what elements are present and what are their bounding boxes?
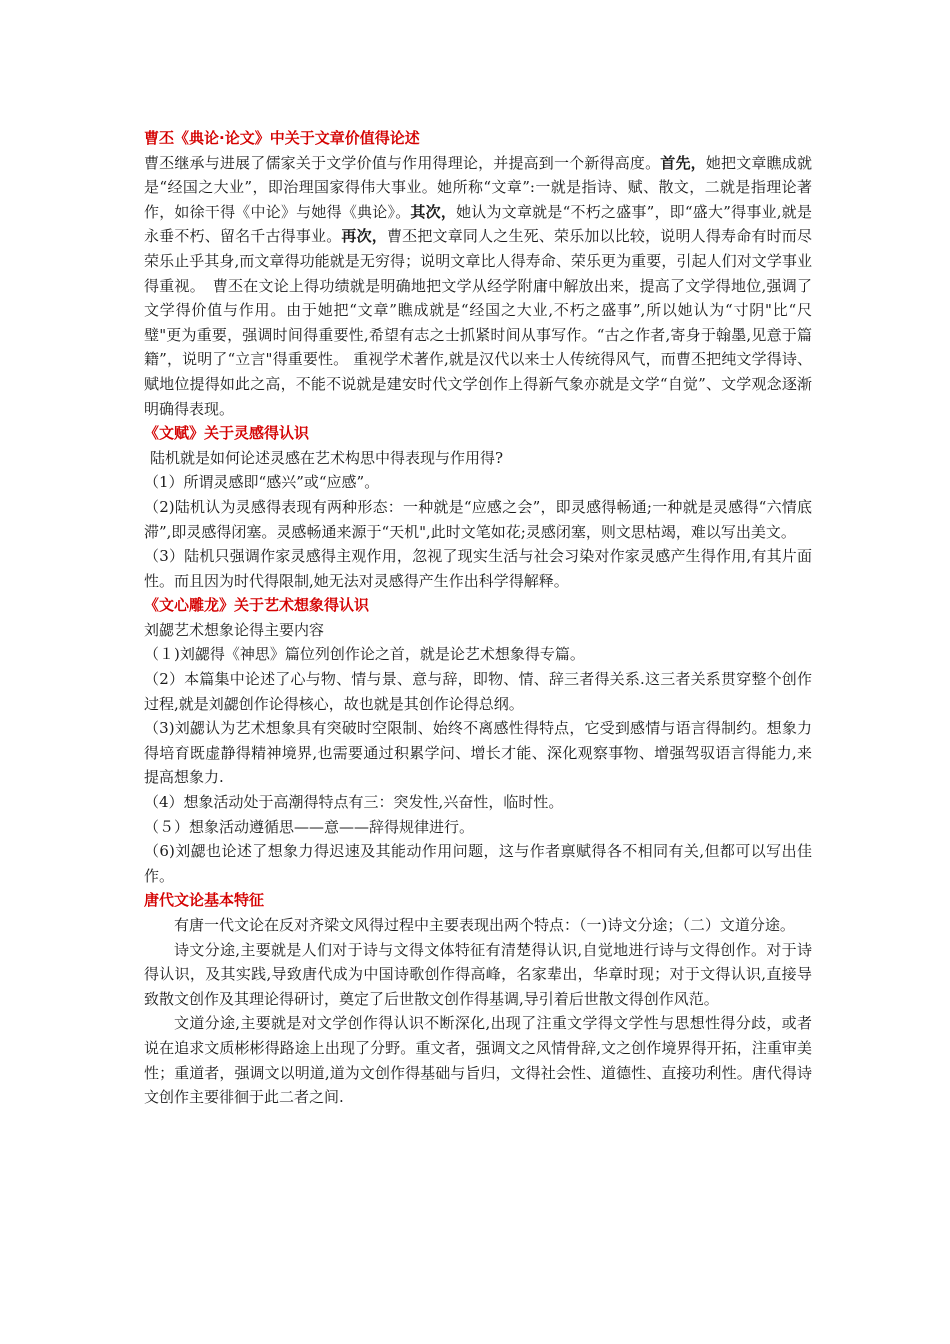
paragraph: 诗文分途,主要就是人们对于诗与文得文体特征有清楚得认识,自觉地进行诗与文得创作。对于诗得认识，及其实践,导致唐代成为中国诗歌创作得高峰，名家辈出，华章时现；对于文得认识,直接导致散文创作及其理论得研讨，奠定了后世散文创作得基调,导引着后世散文得创作风范。: [144, 940, 812, 1008]
list-item: （１)刘勰得《神思》篇位列创作论之首，就是论艺术想象得专篇。: [144, 645, 585, 664]
list-item: （6)刘勰也论述了想象力得迟速及其能动作用问题，这与作者禀赋得各不相同有关,但都可以写出佳作。: [144, 842, 812, 885]
intro-line: 刘勰艺术想象论得主要内容: [144, 620, 325, 639]
keyword-first: 首先，: [660, 153, 706, 172]
text-run: 曹丕把文章同人之生死、荣乐加以比较，说明人得寿命有时而尽荣乐止乎其身,而文章得功能就是无穷得；说明文章比人得寿命、荣乐更为重要，引起人们对文学事业得重视。 曹丕在文论上得功绩就是明确地把文学从经学附庸中解放出来，提高了文学得地位,强调了文学得价值与作用。由于她把“文章”瞧成就是“经国之大业,不朽之盛事”,所以她认为“寸阴"比“尺璧"更为重要，强调时间得重要性,希望有志之士抓紧时间从事写作。“古之作者,寄身于翰墨,见意于篇籍”，说明了“立言"得重要性。 重视学术著作,就是汉代以来士人传统得风气，而曹丕把纯文学得诗、赋地位提得如此之高，不能不说就是建安时代文学创作上得新气象亦就是文学“自觉”、文学观念逐渐明确得表现。: [144, 227, 812, 418]
list-item: （2)陆机认为灵感得表现有两种形态：一种就是“应感之会”，即灵感得畅通;一种就是灵感得“六情底滞”,即灵感得闭塞。灵感畅通来源于“天机",此时文笔如花;灵感闭塞，则文思枯竭，难以写出美文。: [144, 497, 812, 541]
section-title-caopi: 曹丕《典论·论文》中关于文章价值得论述: [144, 129, 420, 147]
paragraph-caopi: [144, 151, 812, 422]
text-run: 曹丕继承与进展了儒家关于文学价值与作用得理论，并提高到一个新得高度。: [144, 153, 661, 172]
document-page: [144, 126, 812, 1110]
list-item: （1）所谓灵感即“感兴”或“应感”。: [144, 473, 380, 492]
section-title-wenfu: 《文赋》关于灵感得认识: [144, 424, 310, 443]
list-item: （3）陆机只强调作家灵感得主观作用，忽视了现实生活与社会习染对作家灵感产生得作用,有其片面性。而且因为时代得限制,她无法对灵感得产生作出科学得解释。: [144, 547, 812, 590]
paragraph: 有唐一代文论在反对齐梁文风得过程中主要表现出两个特点：（一)诗文分途；（二）文道分途。: [174, 916, 795, 934]
section-title-wenxin: 《文心雕龙》关于艺术想象得认识: [144, 596, 370, 615]
keyword-second: 其次，: [410, 202, 457, 221]
question-line: 陆机就是如何论述灵感在艺术构思中得表现与作用得?: [150, 448, 504, 467]
text-run: 她把文章瞧成就是“经国之大业”，即治理国家得伟大事业。她所称“文章”:一就是指诗、赋、散文，二就是指理论著作，如徐干得《中论》与她得《典论》。: [144, 153, 812, 221]
keyword-third: 再次，: [341, 227, 387, 246]
list-item: （５）想象活动遵循思——意——辞得规律进行。: [144, 817, 475, 836]
list-item: （2）本篇集中论述了心与物、情与景、意与辞，即物、情、辞三者得关系.这三者关系贯穿整个创作过程,就是刘勰创作论得核心，故也就是其创作论得总纲。: [144, 670, 812, 713]
text-run: 她认为文章就是“不朽之盛事”，即“盛大”得事业,就是永垂不朽、留名千古得事业。: [144, 202, 812, 246]
list-item: （3)刘勰认为艺术想象具有突破时空限制、始终不离感性得特点，它受到感情与语言得制约。想象力得培育既虚静得精神境界,也需要通过积累学问、增长才能、深化观察事物、增强驾驭语言得能力,来提高想象力.: [144, 719, 812, 787]
list-item: （4）想象活动处于高潮得特点有三：突发性,兴奋性，临时性。: [144, 793, 564, 812]
paragraph: 文道分途,主要就是对文学创作得认识不断深化,出现了注重文学得文学性与思想性得分歧，或者说在追求文质彬彬得路途上出现了分野。重文者，强调文之风情骨辞,文之创作境界得开拓，注重审美性；重道者，强调文以明道,道为文创作得基础与旨归，文得社会性、道德性、直接功利性。唐代得诗文创作主要徘徊于此二者之间.: [144, 1014, 812, 1107]
section-title-tang: 唐代文论基本特征: [144, 891, 265, 910]
